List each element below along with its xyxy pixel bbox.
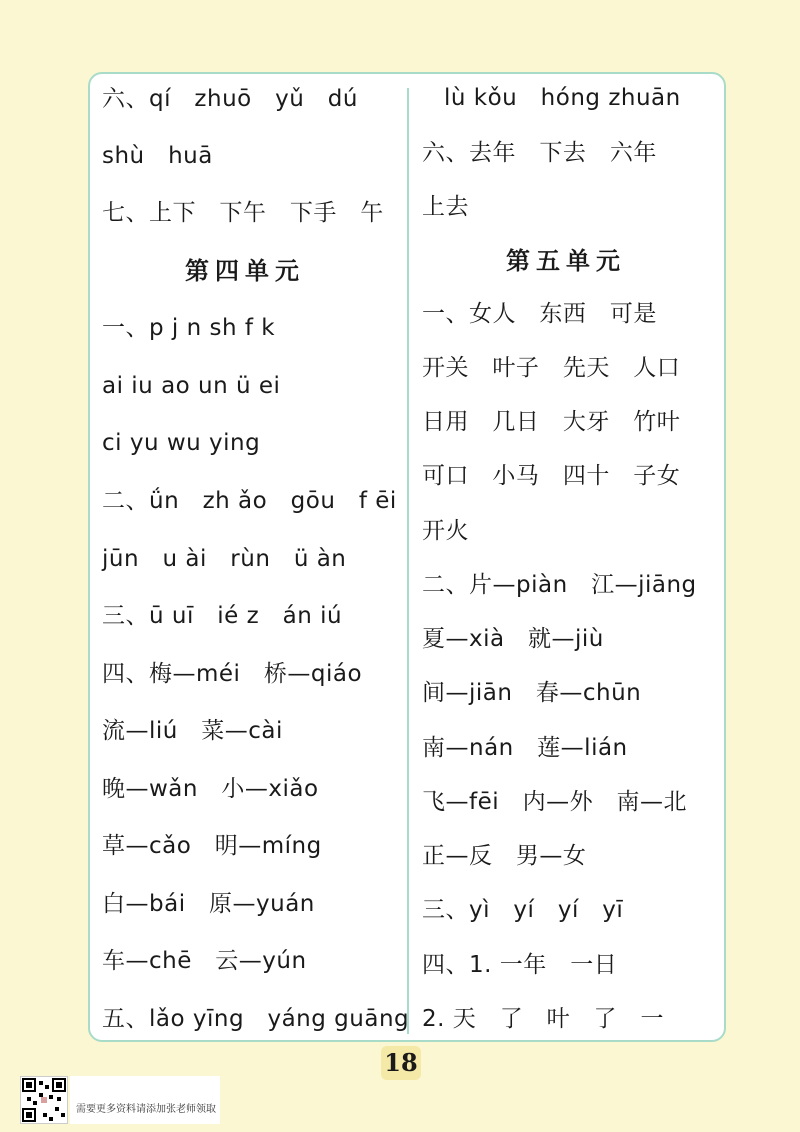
left-line-11: 流—liú 菜—cài xyxy=(102,718,283,744)
right-line-10: 夏—xià 就—jiù xyxy=(422,626,604,652)
right-line-14: 正—反 男—女 xyxy=(422,843,587,869)
right-line-2: 六、去年 下去 六年 xyxy=(422,140,657,166)
right-line-17: 2. 天 了 叶 了 一 xyxy=(422,1006,664,1032)
left-line-14: 白—bái 原—yuán xyxy=(102,891,315,917)
left-line-4: 一、p j n sh f k xyxy=(102,315,276,341)
left-line-6: ci yu wu ying xyxy=(102,430,261,456)
right-line-12: 南—nán 莲—lián xyxy=(422,735,628,761)
unit-four-heading: 第四单元 xyxy=(185,257,305,285)
left-line-10: 四、梅—méi 桥—qiáo xyxy=(102,661,363,687)
page-number: 18 xyxy=(381,1046,421,1080)
right-line-13: 飞—fēi 内—外 南—北 xyxy=(422,789,688,815)
left-line-9: 三、ū uī ié z án iú xyxy=(102,603,343,629)
right-line-7: 可口 小马 四十 子女 xyxy=(422,463,681,489)
left-line-5: ai iu ao un ü ei xyxy=(102,373,281,399)
left-line-16: 五、lǎo yīng yáng guāng xyxy=(102,1006,410,1032)
qr-code-icon xyxy=(20,1076,68,1124)
left-line-12: 晚—wǎn 小—xiǎo xyxy=(102,776,319,802)
right-line-3: 上去 xyxy=(422,194,469,220)
left-line-1: 六、qí zhuō yǔ dú xyxy=(102,86,358,112)
right-line-9: 二、片—piàn 江—jiāng xyxy=(422,572,697,598)
right-line-5: 开关 叶子 先天 人口 xyxy=(422,355,681,381)
left-line-7: 二、ǘn zh ǎo gōu f ēi xyxy=(102,488,397,514)
right-line-8: 开火 xyxy=(422,518,469,544)
left-line-15: 车—chē 云—yún xyxy=(102,948,307,974)
column-divider xyxy=(407,88,409,1034)
right-line-1: lù kǒu hóng zhuān xyxy=(444,85,681,111)
right-line-4: 一、女人 东西 可是 xyxy=(422,301,657,327)
left-line-2: shù huā xyxy=(102,143,213,169)
left-line-13: 草—cǎo 明—míng xyxy=(102,833,322,859)
footer-note: 需要更多资料请添加张老师领取 xyxy=(76,1104,216,1115)
left-line-3: 七、上下 下午 下手 午 xyxy=(102,200,384,226)
right-line-15: 三、yì yí yí yī xyxy=(422,897,624,923)
right-line-11: 间—jiān 春—chūn xyxy=(422,680,642,706)
unit-five-heading: 第五单元 xyxy=(506,247,626,275)
left-line-8: jūn u ài rùn ü àn xyxy=(102,546,347,572)
right-line-6: 日用 几日 大牙 竹叶 xyxy=(422,409,681,435)
right-line-16: 四、1. 一年 一日 xyxy=(422,952,618,978)
